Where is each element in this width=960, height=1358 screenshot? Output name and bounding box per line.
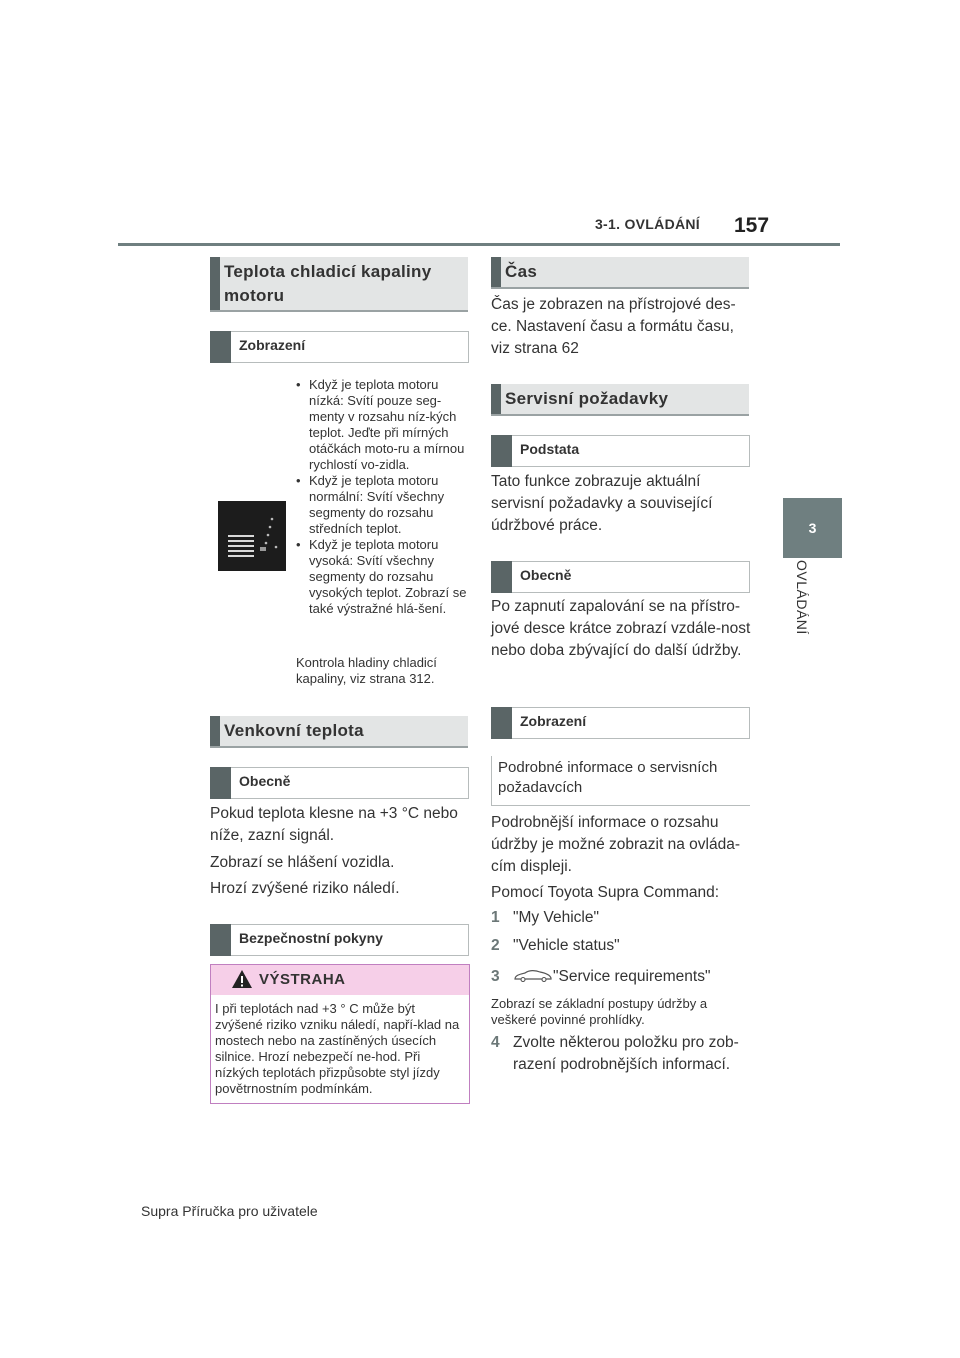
outside-p2: Zobrazí se hlášení vozidla.: [210, 854, 395, 871]
bullet-normal: • Když je teplota motoru normální: Svítí všechny segmenty do rozsahu středních teplot.: [296, 473, 468, 537]
header-rule: [118, 243, 840, 246]
step-4-text: Zvolte některou položku pro zob-razení podrobnějších informací.: [513, 1034, 739, 1073]
subheading-display-right: [491, 707, 750, 739]
step-2-number: 2: [491, 937, 500, 954]
warning-text: I při teplotách nad +3 ° C může být zvýšené riziko vzniku náledí, napří-klad na mostech nebo na zastíněných úsecích silnice. Hrozí nebezpečí ne-hod. Při nízkých teplotách přizpůsobte styl jízdy povětrnostním podmínkám.: [215, 1001, 460, 1096]
bullet-low: • Když je teplota motoru nízká: Svítí pouze seg-menty v rozsahu níz-kých teplot. Jeďte při mírných otáčkách moto-ru a mírnou rychlostí vo-zidla.: [296, 377, 468, 473]
service-more-text: Podrobnější informace o rozsahu údržby je možné zobrazit na ovláda-cím displeji.: [491, 814, 740, 875]
bullet-high: • Když je teplota motoru vysoká: Svítí všechny segmenty do rozsahu vysokých teplot. Zobrazí se také výstražné hlá-šení.: [296, 537, 468, 617]
heading-time: [491, 257, 749, 289]
warning-title: VÝSTRAHA: [259, 971, 346, 988]
warning-header: [211, 965, 469, 995]
subheading-display-text: Zobrazení: [239, 337, 306, 353]
coolant-note: Kontrola hladiny chladicí kapaliny, viz strana 312.: [296, 655, 437, 686]
chapter-tab: [783, 498, 842, 558]
subheading-essence-text: Podstata: [520, 441, 580, 457]
subheading-display-right-text: Zobrazení: [520, 713, 587, 729]
step-2: [491, 935, 753, 957]
section-title: 3-1. OVLÁDÁNÍ: [594, 216, 700, 232]
warning-icon: [231, 969, 253, 989]
step-3-number: 3: [491, 968, 500, 985]
step-3: [491, 966, 753, 988]
display-note-text: Podrobné informace o servisních požadavcích: [498, 759, 718, 796]
chapter-label: OVLÁDÁNÍ: [794, 560, 810, 635]
heading-outside-temp-text: Venkovní teplota: [224, 721, 364, 740]
outside-p3: Hrozí zvýšené riziko náledí.: [210, 880, 400, 897]
subheading-display: [210, 331, 469, 363]
coolant-bullet-list: [296, 377, 468, 617]
subheading-safety-text: Bezpečnostní pokyny: [239, 930, 383, 946]
service-general-text: Po zapnutí zapalování se na přístro-jové desce krátce zobrazí vzdále-nost nebo doba zbývající do další údržby.: [491, 598, 751, 659]
heading-outside-temp: [210, 716, 468, 748]
subheading-general-right-text: Obecně: [520, 567, 572, 583]
subheading-general-left-text: Obecně: [239, 773, 291, 789]
outside-p1: Pokud teplota klesne na +3 °C nebo níže, zazní signál.: [210, 805, 458, 844]
page-number: 157: [734, 214, 770, 237]
heading-coolant: [210, 257, 468, 312]
step-1: [491, 907, 753, 929]
warning-box: [210, 964, 470, 1104]
step-1-text: "My Vehicle": [513, 909, 599, 926]
heading-service-text: Servisní požadavky: [505, 389, 669, 408]
time-p1: Čas je zobrazen na přístrojové des-ce. Nastavení času a formátu času, viz strana 62: [491, 296, 736, 357]
chapter-number: 3: [808, 520, 817, 536]
step-2-text: "Vehicle status": [513, 937, 620, 954]
subheading-general-left: [210, 767, 469, 799]
heading-time-text: Čas: [505, 262, 538, 281]
step-4: [491, 1032, 753, 1076]
display-note-box: [491, 756, 750, 806]
subheading-essence: [491, 435, 750, 467]
heading-service: [491, 384, 749, 416]
subheading-safety: [210, 924, 469, 956]
car-icon: [513, 968, 553, 982]
heading-coolant-text: Teplota chladicí kapaliny motoru: [224, 262, 432, 305]
step-4-number: 4: [491, 1034, 500, 1051]
step-3-note: Zobrazí se základní postupy údržby a veškeré povinné prohlídky.: [491, 996, 708, 1027]
coolant-gauge-image: [218, 501, 286, 571]
subheading-general-right: [491, 561, 750, 593]
service-essence-text: Tato funkce zobrazuje aktuální servisní požadavky a související údržbové práce.: [491, 473, 713, 534]
step-1-number: 1: [491, 909, 500, 926]
step-3-text: "Service requirements": [553, 968, 711, 985]
footer-text: Supra Příručka pro uživatele: [141, 1203, 318, 1219]
service-command-text: Pomocí Toyota Supra Command:: [491, 884, 720, 901]
coolant-gauge-icon: [218, 501, 286, 571]
